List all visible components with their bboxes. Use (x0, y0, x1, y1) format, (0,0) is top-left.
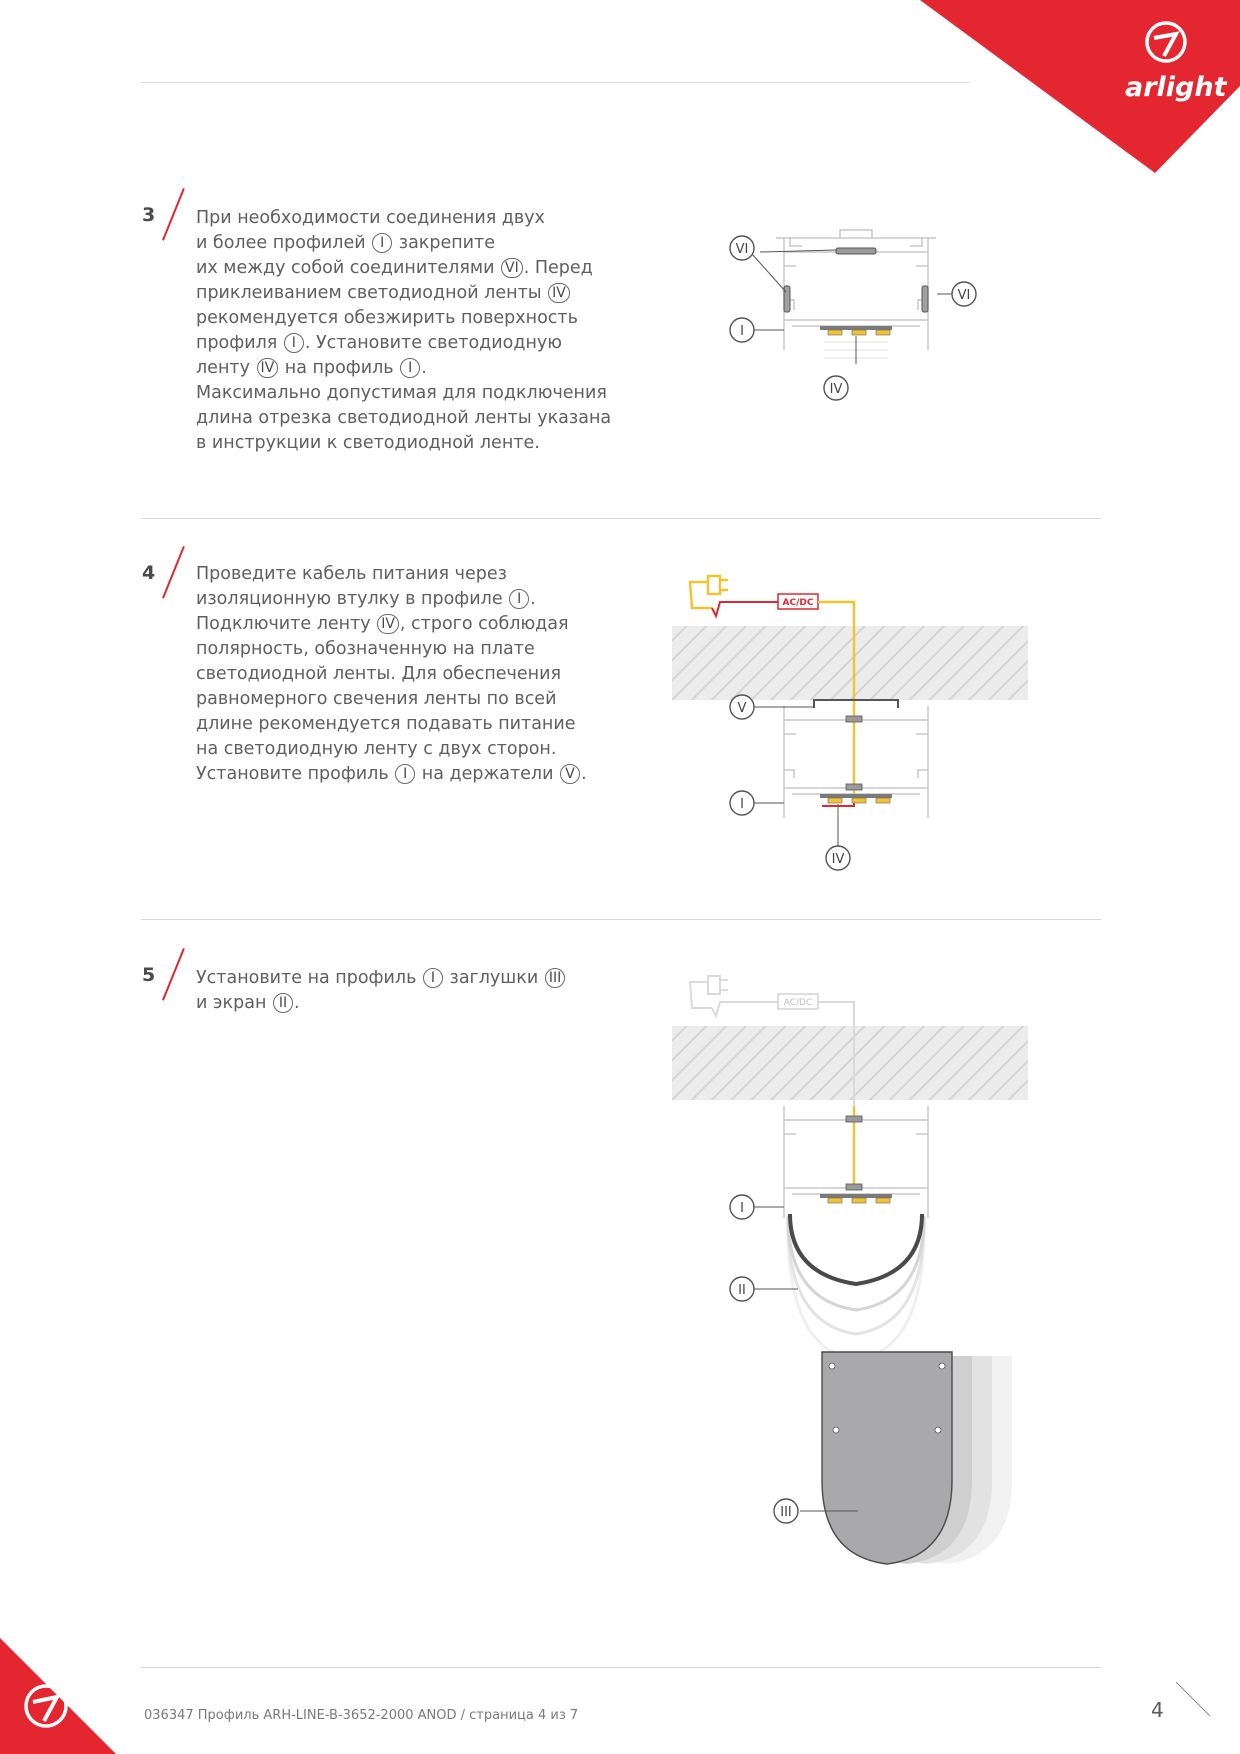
step-text-run: и более профилей (196, 233, 372, 253)
step-text-run: светодиодной ленты. Для обеспечения (196, 664, 561, 684)
step-line (196, 206, 636, 231)
step-5-text (196, 966, 636, 1016)
figure-step-5 (672, 960, 1142, 1580)
step-line (196, 966, 636, 991)
step-text-run: длина отрезка светодиодной ленты указана (196, 408, 612, 428)
brand-wordmark: arlight (1125, 72, 1227, 103)
part-reference-badge: IV (548, 283, 570, 303)
step-text-run: заглушки (443, 968, 544, 988)
step-text-run: и экран (196, 993, 272, 1013)
step-line (196, 687, 636, 712)
part-reference-badge: IV (377, 614, 399, 634)
step-text-run: полярность, обозначенную на плате (196, 639, 535, 659)
footer-doc-info: 036347 Профиль ARH-LINE-B-3652-2000 ANOD / страница 4 из 7 (144, 1708, 579, 1723)
part-reference-badge: IV (257, 358, 279, 378)
step-text-run: . (293, 993, 300, 1013)
step-text-run: . (530, 589, 536, 609)
ceiling (672, 626, 1028, 700)
step-line (196, 737, 636, 762)
step-line (196, 331, 636, 356)
svg-text:IV: IV (829, 382, 843, 397)
step-line (196, 231, 636, 256)
svg-text:II: II (738, 1283, 746, 1298)
step-text-run: Подключите ленту (196, 614, 377, 634)
step-line (196, 431, 636, 456)
svg-text:I: I (740, 797, 744, 812)
svg-text:I: I (740, 324, 744, 339)
part-reference-badge: III (545, 968, 565, 988)
led-strip (820, 1194, 892, 1203)
step-line (196, 991, 636, 1016)
part-reference-badge: I (395, 764, 415, 784)
page-number: 4 (1151, 1698, 1164, 1722)
diffuser-screen (788, 1214, 924, 1360)
step-number: 5 (142, 964, 156, 986)
part-reference-badge: I (423, 968, 443, 988)
step-text-run: . Перед (523, 258, 593, 278)
part-reference-badge: I (509, 589, 529, 609)
step-line (196, 712, 636, 737)
step-slash (162, 546, 185, 599)
step-number: 3 (142, 204, 156, 226)
figure-step-3 (720, 230, 980, 405)
step-text-run: Установите на профиль (196, 968, 422, 988)
step-text-run: Максимально допустимая для подключения (196, 383, 607, 403)
brand-corner-logo (920, 0, 1240, 175)
step-3-text (196, 206, 636, 456)
step-line (196, 662, 636, 687)
step-line (196, 762, 636, 787)
svg-text:AC/DC: AC/DC (783, 998, 813, 1008)
step-line (196, 306, 636, 331)
part-reference-badge: I (400, 358, 420, 378)
divider-bottom (141, 1667, 1101, 1668)
step-line (196, 256, 636, 281)
part-reference-badge: I (284, 333, 304, 353)
step-text-run: в инструкции к светодиодной ленте. (196, 433, 540, 453)
step-text-run: , строго соблюдая (399, 614, 569, 634)
step-text-run: изоляционную втулку в профиле (196, 589, 509, 609)
end-cap-stack (822, 1352, 1012, 1564)
step-text-run: равномерного свечения ленты по всей (196, 689, 557, 709)
ceiling (672, 1026, 1028, 1100)
step-text-run: ленту (196, 358, 256, 378)
step-text-run: на светодиодную ленту с двух сторон. (196, 739, 557, 759)
step-line (196, 381, 636, 406)
divider-top (141, 82, 969, 83)
step-line (196, 562, 636, 587)
led-strip (820, 326, 892, 335)
step-line (196, 281, 636, 306)
svg-text:IV: IV (831, 852, 845, 867)
step-text-run: . (421, 358, 427, 378)
led-strip (820, 794, 892, 803)
divider-step3 (141, 518, 1101, 519)
step-text-run: закрепите (393, 233, 496, 253)
brand-corner-mark (0, 1614, 120, 1754)
step-text-run: Установите профиль (196, 764, 395, 784)
step-text-run: на держатели (416, 764, 560, 784)
step-slash (162, 188, 185, 241)
part-reference-badge: II (273, 993, 293, 1013)
step-text-run: . Установите светодиодную (304, 333, 562, 353)
svg-text:VI: VI (957, 288, 971, 303)
step-text-run: При необходимости соединения двух (196, 208, 545, 228)
step-line (196, 406, 636, 431)
part-reference-badge: V (560, 764, 580, 784)
step-text-run: . (581, 764, 587, 784)
svg-text:AC/DC: AC/DC (782, 598, 814, 608)
step-slash (162, 948, 185, 1001)
end-cap (822, 1352, 952, 1564)
svg-text:III: III (780, 1505, 792, 1520)
page-number-slash (1172, 1680, 1212, 1720)
step-4-text (196, 562, 636, 787)
step-text-run: профиля (196, 333, 283, 353)
part-reference-badge: VI (501, 258, 523, 278)
divider-step4 (141, 919, 1101, 920)
svg-text:V: V (737, 701, 747, 716)
power-plug-icon (690, 576, 728, 608)
step-text-run: Проведите кабель питания через (196, 564, 507, 584)
step-text-run: приклеиванием светодиодной ленты (196, 283, 548, 303)
step-text-run: их между собой соединителями (196, 258, 501, 278)
svg-text:VI: VI (735, 242, 749, 257)
step-text-run: длине рекомендуется подавать питание (196, 714, 576, 734)
holder (814, 700, 898, 708)
step-line (196, 637, 636, 662)
step-text-run: на профиль (279, 358, 400, 378)
step-line (196, 612, 636, 637)
step-number: 4 (142, 562, 156, 584)
step-line (196, 587, 636, 612)
part-reference-badge: I (372, 233, 392, 253)
step-line (196, 356, 636, 381)
step-text-run: рекомендуется обезжирить поверхность (196, 308, 578, 328)
svg-text:I: I (740, 1201, 744, 1216)
figure-step-4 (672, 560, 1032, 880)
